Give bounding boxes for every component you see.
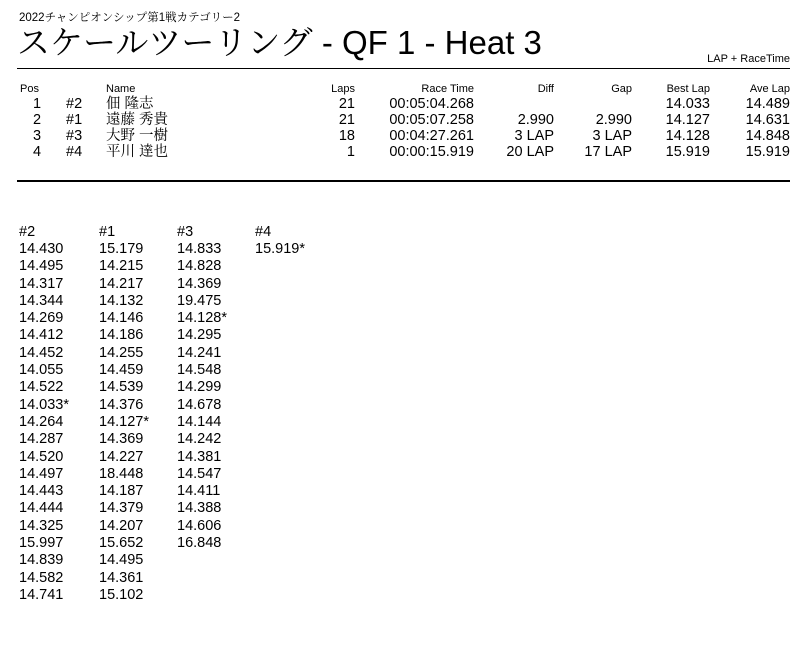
lap-time: 14.295 bbox=[177, 327, 222, 344]
lap-time: 14.369 bbox=[99, 431, 144, 448]
lap-time: 14.741 bbox=[19, 586, 64, 603]
result-diff: 20 LAP bbox=[506, 144, 554, 160]
lap-column-car-number: #3 bbox=[177, 224, 194, 240]
lap-time: 14.187 bbox=[99, 483, 144, 500]
lap-time: 14.207 bbox=[99, 517, 144, 534]
lap-time: 14.317 bbox=[19, 275, 64, 292]
lap-time: 14.539 bbox=[99, 379, 144, 396]
result-car-number: #3 bbox=[66, 128, 83, 144]
result-race-time: 00:05:04.268 bbox=[389, 96, 474, 112]
result-ave-lap: 14.848 bbox=[745, 128, 790, 144]
result-diff: 3 LAP bbox=[514, 128, 554, 144]
lap-time: 14.381 bbox=[177, 448, 222, 465]
lap-time: 14.443 bbox=[19, 483, 64, 500]
lap-time: 14.055 bbox=[19, 362, 64, 379]
lap-time: 14.299 bbox=[177, 379, 222, 396]
result-driver-name: 佃 隆志 bbox=[106, 96, 154, 112]
lap-time: 14.264 bbox=[19, 413, 64, 430]
lap-time: 14.217 bbox=[99, 275, 144, 292]
col-gap: Gap bbox=[611, 83, 632, 95]
lap-time: 14.344 bbox=[19, 292, 64, 309]
lap-time: 14.495 bbox=[99, 552, 144, 569]
lap-time: 18.448 bbox=[99, 465, 144, 482]
result-laps: 21 bbox=[338, 112, 355, 128]
lap-time: 14.255 bbox=[99, 344, 144, 361]
lap-time: 14.361 bbox=[99, 569, 144, 586]
lap-column bbox=[177, 224, 257, 552]
lap-time: 14.325 bbox=[19, 517, 64, 534]
report-mode: LAP + RaceTime bbox=[707, 53, 790, 65]
result-pos: 3 bbox=[32, 128, 42, 144]
result-driver-name: 平川 達也 bbox=[106, 144, 169, 160]
result-laps: 18 bbox=[338, 128, 355, 144]
result-gap: 17 LAP bbox=[584, 144, 632, 160]
report-title: スケールツーリング - QF 1 - Heat 3 bbox=[17, 24, 542, 61]
lap-time: 14.582 bbox=[19, 569, 64, 586]
lap-column bbox=[99, 224, 179, 604]
lap-time: 14.548 bbox=[177, 362, 222, 379]
col-race-time: Race Time bbox=[421, 83, 474, 95]
result-ave-lap: 14.631 bbox=[745, 112, 790, 128]
lap-time: 14.839 bbox=[19, 552, 64, 569]
result-laps: 1 bbox=[346, 144, 355, 160]
col-best-lap: Best Lap bbox=[666, 83, 710, 95]
result-race-time: 00:05:07.258 bbox=[389, 112, 474, 128]
lap-time: 15.102 bbox=[99, 586, 144, 603]
lap-time: 14.369 bbox=[177, 275, 222, 292]
lap-column bbox=[255, 224, 335, 258]
result-laps: 21 bbox=[338, 96, 355, 112]
lap-time: 14.376 bbox=[99, 396, 144, 413]
lap-time: 14.606 bbox=[177, 517, 222, 534]
lap-time: 14.241 bbox=[177, 344, 222, 361]
lap-column-car-number: #2 bbox=[19, 224, 36, 240]
lap-time: 14.547 bbox=[177, 465, 222, 482]
result-best-lap: 15.919 bbox=[665, 144, 710, 160]
col-name: Name bbox=[106, 83, 136, 95]
result-gap: 3 LAP bbox=[592, 128, 632, 144]
result-car-number: #2 bbox=[66, 96, 83, 112]
result-car-number: #1 bbox=[66, 112, 83, 128]
lap-time: 15.919* bbox=[255, 241, 305, 257]
lap-time: 19.475 bbox=[177, 292, 222, 309]
lap-time: 14.678 bbox=[177, 396, 222, 413]
lap-time: 14.444 bbox=[19, 500, 64, 517]
report-subtitle: 2022チャンピオンシップ第1戦カテゴリー2 bbox=[19, 12, 241, 24]
result-pos: 1 bbox=[32, 96, 42, 112]
lap-column bbox=[19, 224, 99, 604]
result-car-number: #4 bbox=[66, 144, 83, 160]
lap-time: 14.227 bbox=[99, 448, 144, 465]
results-rule bbox=[17, 180, 790, 182]
lap-time: 14.128* bbox=[177, 310, 227, 327]
result-ave-lap: 14.489 bbox=[745, 96, 790, 112]
lap-time: 14.520 bbox=[19, 448, 64, 465]
col-ave-lap: Ave Lap bbox=[749, 83, 790, 95]
results-header bbox=[0, 82, 800, 96]
header-rule bbox=[17, 68, 790, 69]
col-laps: Laps bbox=[331, 83, 355, 95]
result-row bbox=[0, 96, 800, 112]
lap-column-car-number: #1 bbox=[99, 224, 116, 240]
lap-time: 14.379 bbox=[99, 500, 144, 517]
lap-time: 14.186 bbox=[99, 327, 144, 344]
result-row bbox=[0, 112, 800, 128]
lap-time: 14.522 bbox=[19, 379, 64, 396]
lap-time: 14.146 bbox=[99, 310, 144, 327]
result-gap: 2.990 bbox=[595, 112, 632, 128]
lap-time: 14.242 bbox=[177, 431, 222, 448]
result-best-lap: 14.127 bbox=[665, 112, 710, 128]
lap-time: 14.215 bbox=[99, 258, 144, 275]
lap-time: 14.452 bbox=[19, 344, 64, 361]
lap-time: 14.833 bbox=[177, 241, 222, 257]
col-pos: Pos bbox=[20, 83, 39, 95]
lap-time: 14.411 bbox=[177, 483, 221, 500]
lap-time: 14.828 bbox=[177, 258, 222, 275]
result-driver-name: 遠藤 秀貴 bbox=[106, 112, 169, 128]
lap-column-car-number: #4 bbox=[255, 224, 272, 240]
lap-time: 14.388 bbox=[177, 500, 222, 517]
lap-time: 14.144 bbox=[177, 413, 222, 430]
lap-time: 14.459 bbox=[99, 362, 144, 379]
lap-time: 14.412 bbox=[19, 327, 64, 344]
results-table bbox=[0, 82, 800, 160]
col-diff: Diff bbox=[537, 83, 554, 95]
result-race-time: 00:04:27.261 bbox=[389, 128, 474, 144]
lap-time: 14.430 bbox=[19, 241, 64, 257]
result-best-lap: 14.128 bbox=[665, 128, 710, 144]
lap-time: 14.033* bbox=[19, 396, 69, 413]
result-race-time: 00:00:15.919 bbox=[389, 144, 474, 160]
lap-time: 14.269 bbox=[19, 310, 64, 327]
lap-time: 14.132 bbox=[99, 292, 144, 309]
lap-time: 14.127* bbox=[99, 413, 149, 430]
lap-time: 15.997 bbox=[19, 535, 64, 552]
result-pos: 2 bbox=[32, 112, 42, 128]
result-ave-lap: 15.919 bbox=[745, 144, 790, 160]
lap-time: 14.495 bbox=[19, 258, 64, 275]
result-diff: 2.990 bbox=[517, 112, 554, 128]
lap-time: 14.497 bbox=[19, 465, 64, 482]
lap-time: 14.287 bbox=[19, 431, 64, 448]
lap-time: 15.179 bbox=[99, 241, 144, 257]
result-pos: 4 bbox=[32, 144, 42, 160]
result-driver-name: 大野 一樹 bbox=[106, 128, 169, 144]
result-row bbox=[0, 144, 800, 160]
lap-time: 16.848 bbox=[177, 535, 222, 552]
lap-time: 15.652 bbox=[99, 535, 144, 552]
result-row bbox=[0, 128, 800, 144]
result-best-lap: 14.033 bbox=[665, 96, 710, 112]
